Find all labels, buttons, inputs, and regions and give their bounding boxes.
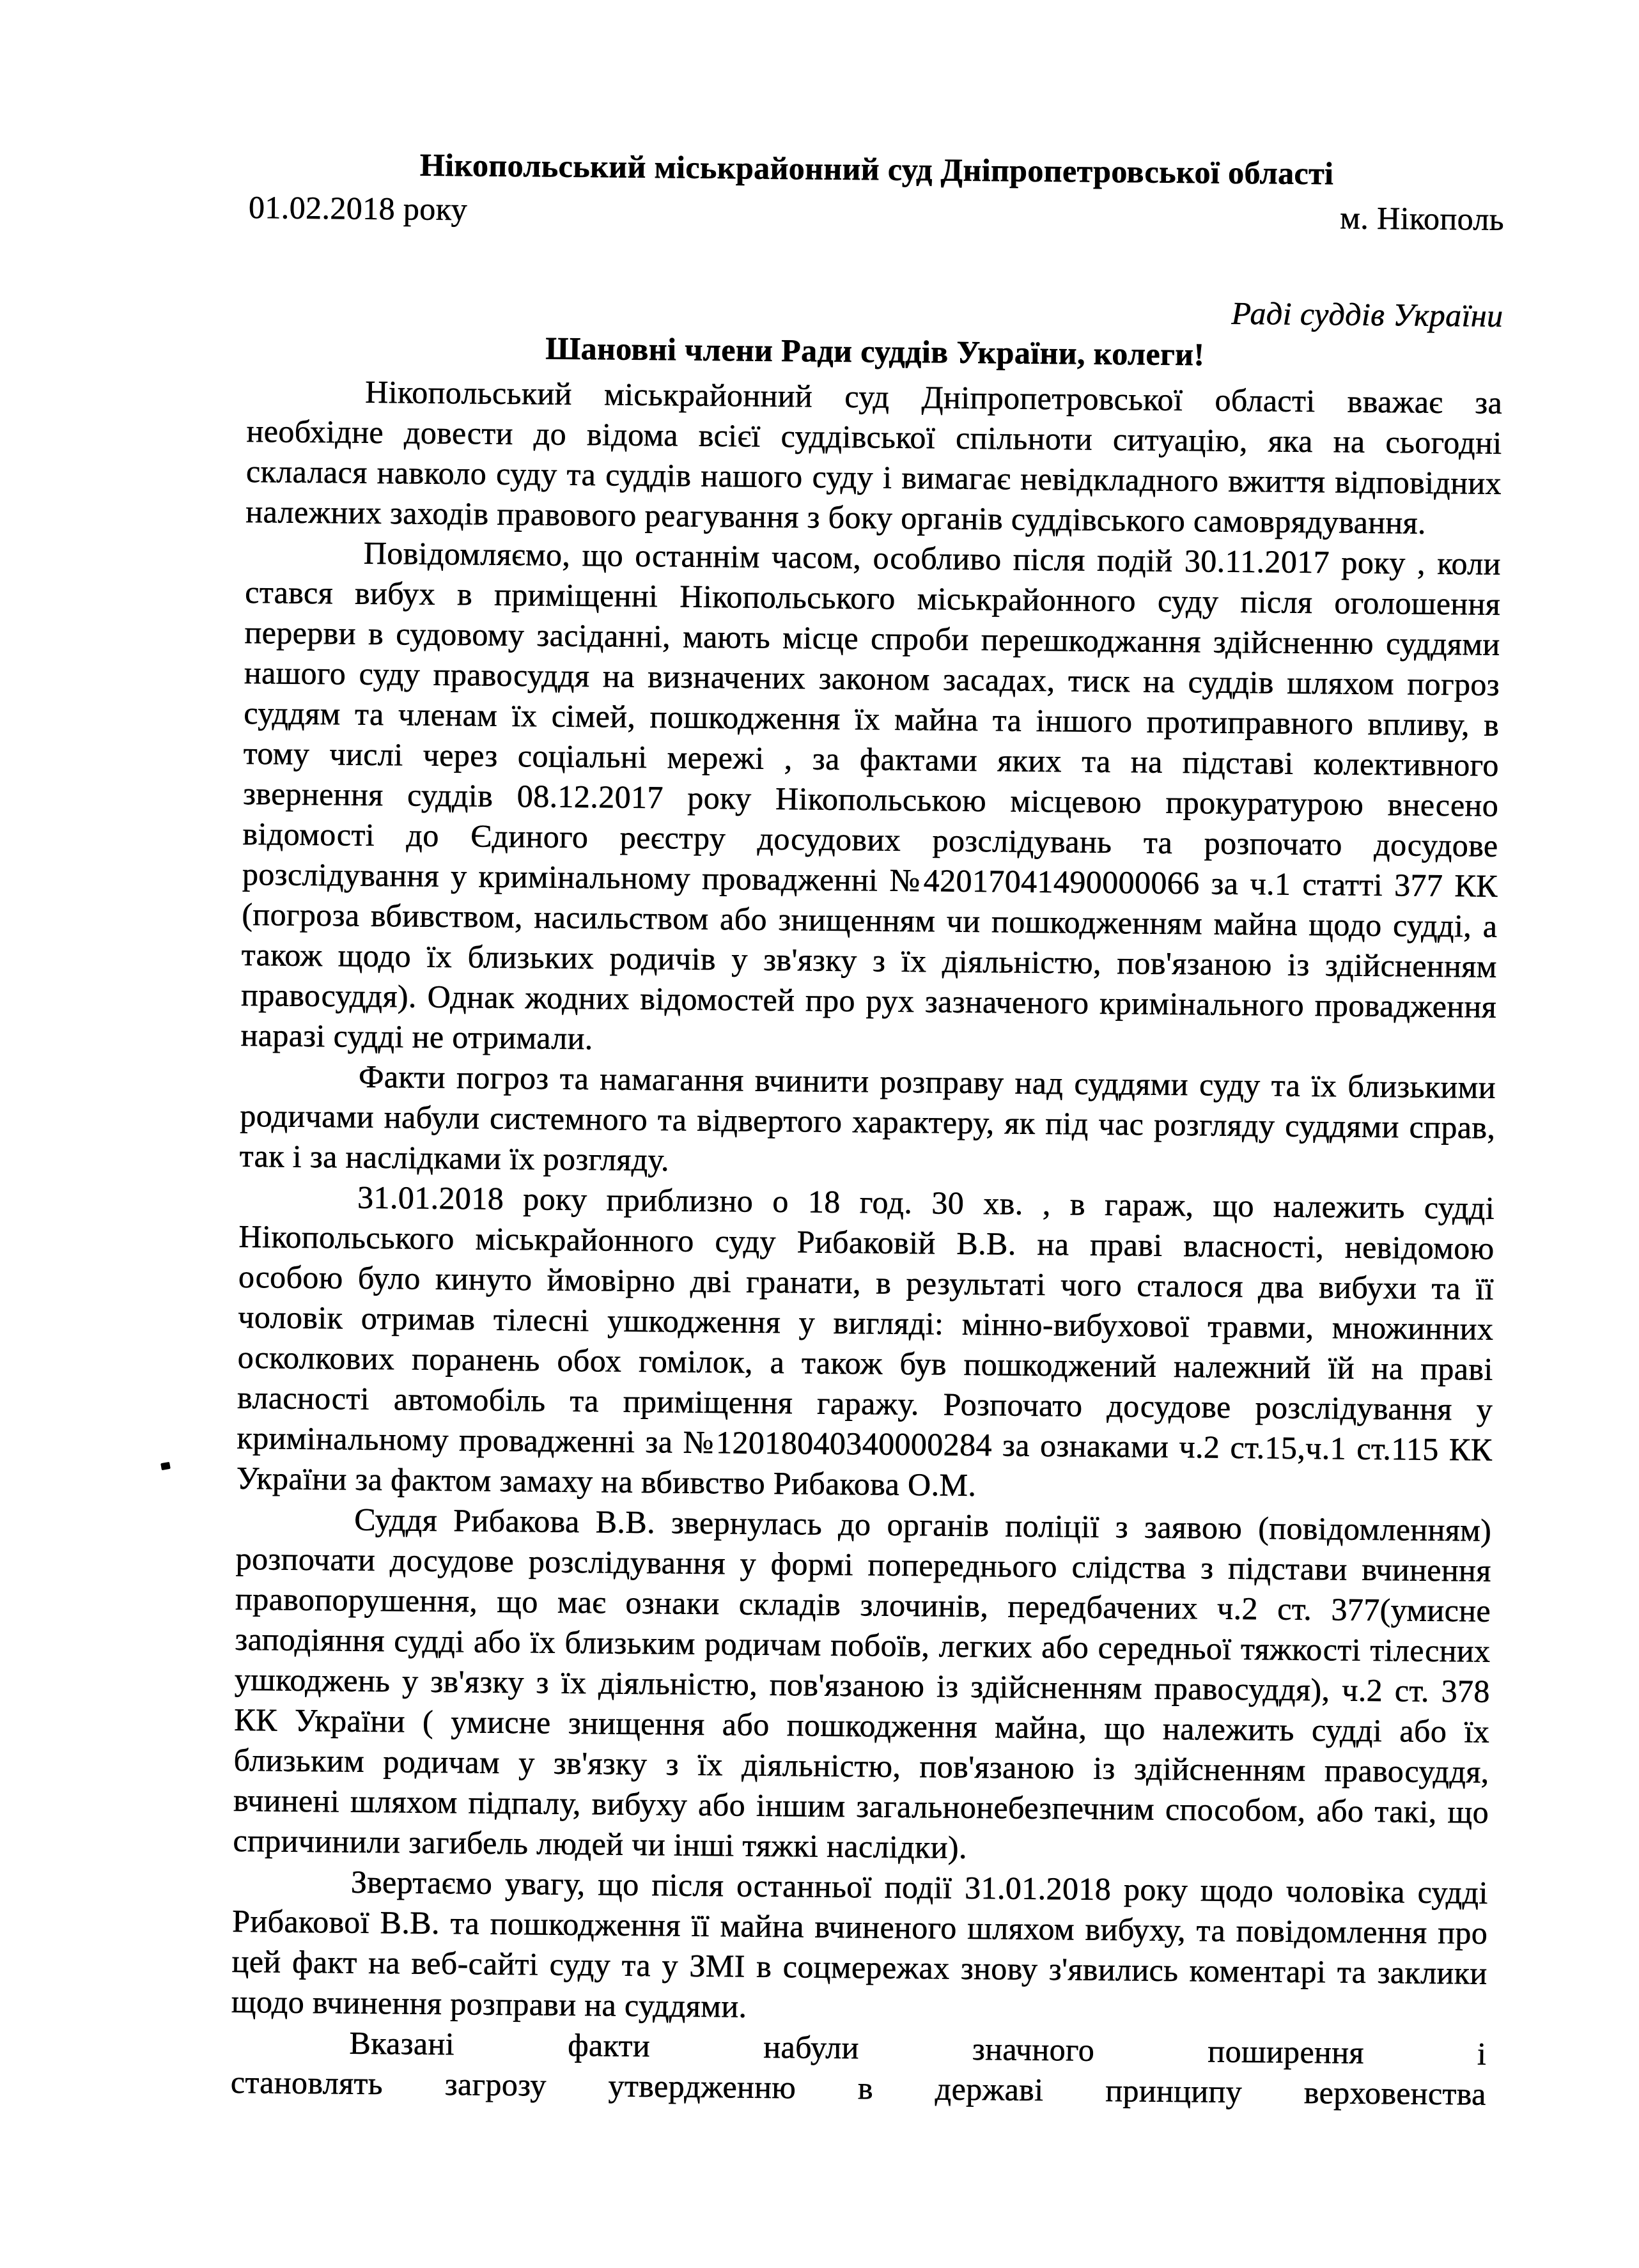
paragraph-threats-systemic: Факти погроз та намагання вчинити розправу над суддями суду та їх близькими родичами набули системного та відвертого характеру, як під час розгляду суддями справ, так і за наслідками їх розгляду. <box>239 1058 1496 1178</box>
paragraph-incident-report: Повідомляємо, що останнім часом, особливо після подій 30.11.2017 року , коли стався вибух в приміщенні Нікопольського міськрайонного суду після оголошення перерви в судовому засіданні, мають місце спроби перешкоджання здійсненню суддями нашого суду правосуддя на визначених законом засадах, тиск на суддів шляхом погроз суддям та членам їх сімей, пошкодження їх майна та іншого протиправного впливу, в тому числі через соціальні мережі , за фактами яких та на підставі колективного звернення суддів 08.12.2017 року Нікопольською місцевою прокуратурою внесено відомості до Єдиного реєстру досудових розслідувань та розпочато досудове розслідування у кримінальному провадженні №42017041490000066 за ч.1 статті 377 КК (погроза вбивством, насильством або знищенням чи пошкодженням майна щодо судді, а також щодо їх близьких родичів у зв'язку з їх діяльністю, пов'язаною із здійсненням правосуддя). Однак жодних відомостей про рух зазначеного кримінального провадження наразі судді не отримали. <box>240 534 1502 1057</box>
date-place-row <box>249 187 1505 240</box>
letter-place: м. Нікополь <box>1340 199 1505 237</box>
letter-content <box>231 143 1505 2115</box>
paragraph-grenade-attack: 31.01.2018 року приблизно о 18 год. 30 хв. , в гараж, що належить судді Нікопольського міськрайонного суду Рибаковій В.В. на праві власності, невідомою особою було кинуто ймовірно дві гранати, в результаті чого сталося два вибухи та її чоловік отримав тілесні ушкодження у вигляді: мінно-вибухової травми, множинних осколкових поранень обох гомілок, а також був пошкоджений належний їй на праві власності автомобіль та приміщення гаражу. Розпочато досудове розслідування у кримінальному провадженні за №12018040340000284 за ознаками ч.2 ст.15,ч.1 ст.115 КК України за фактом замаху на вбивство Рибакова О.М. <box>236 1179 1495 1503</box>
closing-line-1: Вказані факти набули значного поширення і <box>349 2024 1487 2072</box>
ink-smudge-mark <box>160 1462 171 1470</box>
court-name-title: Нікопольський міськрайонний суд Дніпропетровської області <box>419 146 1334 192</box>
paragraph-renewed-threats: Звертаємо увагу, що після останньої події 31.01.2018 року щодо чоловіка судді Рибакової В.В. та пошкодження її майна вчиненого шляхом вибуху, та повідомлення про цей факт на веб-сайті суду та у ЗМІ в соцмережах знову з'явились коментарі та заклики щодо вчинення розправи на суддями. <box>231 1863 1489 2024</box>
paragraph-police-statement: Суддя Рибакова В.В. звернулась до органів поліції з заявою (повідомленням) розпочати досудове розслідування у формі попереднього слідства з підстави вчинення правопорушення, що має ознаки складів злочинів, передбачених ч.2 ст. 377(умисне заподіяння судді або їх близьким родичам побоїв, легких або середньої тяжкості тілесних ушкоджень у зв'язку з їх діяльністю, пов'язаною із здійсненням правосуддя), ч.2 ст. 378 КК України ( умисне знищення або пошкодження майна, що належить судді або їх близьким родичам у зв'язку з їх діяльністю, пов'язаною із здійсненням правосуддя, вчинені шляхом підпалу, вибуху або іншим загальнонебезпечним способом, або такі, що спричинили загибель людей чи інші тяжкі наслідки). <box>233 1501 1492 1865</box>
letter-body <box>231 371 1503 2115</box>
paragraph-intro: Нікопольський міськрайонний суд Дніпропетровської області вважає за необхідне довести до відома всієї суддівської спільноти ситуацію, яка на сьогодні склалася навколо суду та суддів нашого суду і вимагає невідкладного вжиття відповідних належних заходів правового реагування з боку органів суддівського самоврядування. <box>245 373 1503 541</box>
closing-line-2: становлять загрозу утвердженню в державі принципу верховенства <box>230 2063 1487 2112</box>
letter-date: 01.02.2018 року <box>248 189 468 228</box>
salutation-line: Шановні члени Ради суддів України, колеги! <box>545 330 1205 373</box>
addressee-line: Раді суддів України <box>1231 295 1503 334</box>
